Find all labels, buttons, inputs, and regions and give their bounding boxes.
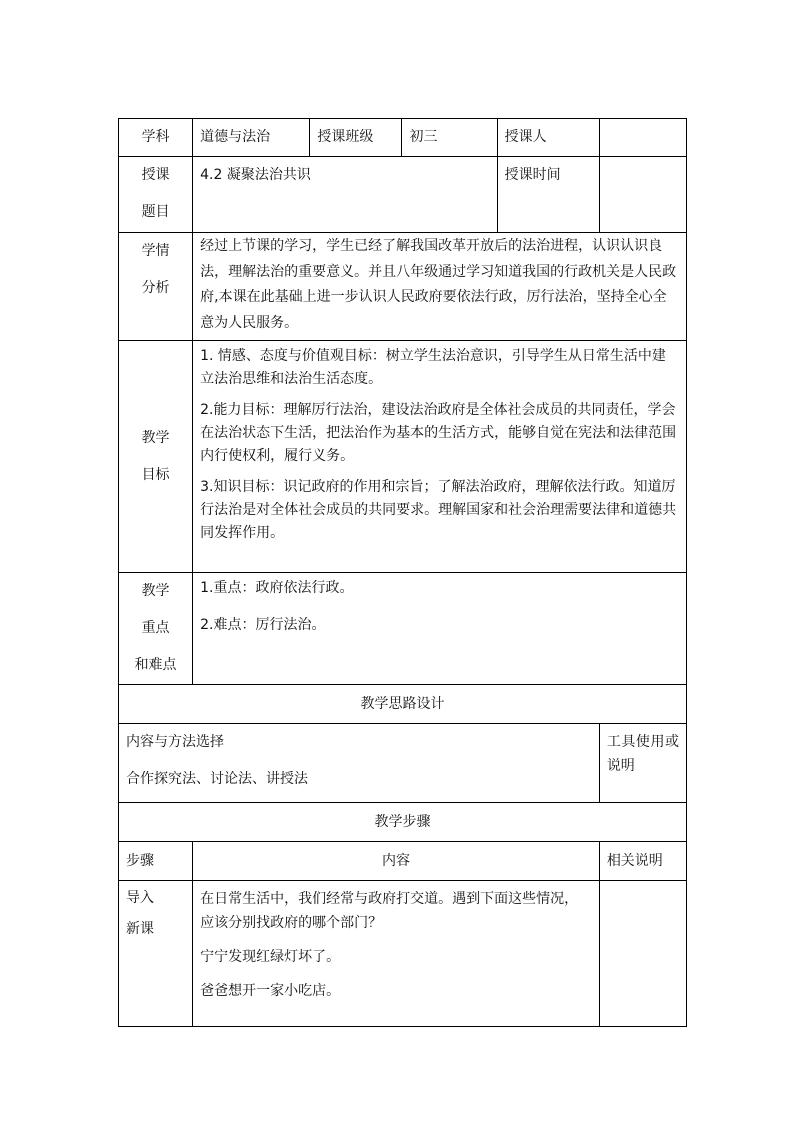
analysis-text: 经过上节课的学习，学生已经了解我国改革开放后的法治进程，认识认识良法，理解法治的重要意义。并且八年级通过学习知道我国的行政机关是人民政府,本课在此基础上进一步认识人民政府要依法行政，厉行法治，坚持全心全意为人民服务。 xyxy=(193,233,687,341)
method-content xyxy=(119,724,600,803)
method-value: 合作探究法、讨论法、讲授法 xyxy=(126,771,308,787)
class-label: 授课班级 xyxy=(310,119,402,157)
objective-item: 2.能力目标：理解厉行法治，建设法治政府是全体社会成员的共同责任，学会在法治状态下生活，把法治作为基本的生活方式，能够自觉在宪法和法律范围内行使权利，履行义务。 xyxy=(200,402,677,464)
keypoints-label: 教学 重点 和难点 xyxy=(119,573,193,685)
keypoint-item: 2.难点：厉行法治。 xyxy=(200,617,326,633)
class-value: 初三 xyxy=(402,119,497,157)
steps-title-row xyxy=(119,803,687,842)
step-row xyxy=(119,881,687,1027)
design-title-row xyxy=(119,685,687,724)
step-content xyxy=(193,881,600,1027)
keypoint-item: 1.重点：政府依法行政。 xyxy=(200,580,354,596)
steps-header-row xyxy=(119,842,687,881)
subject-value: 道德与法治 xyxy=(193,119,310,157)
col-notes-header: 相关说明 xyxy=(599,842,686,881)
col-step-header: 步骤 xyxy=(119,842,193,881)
objective-item: 1. 情感、态度与价值观目标：树立学生法治意识，引导学生从日常生活中建立法治思维和法治生活态度。 xyxy=(200,348,666,387)
topic-label: 授课 题目 xyxy=(119,157,193,233)
design-title: 教学思路设计 xyxy=(119,685,687,724)
step-paragraph: 宁宁发现红绿灯坏了。 xyxy=(200,949,341,965)
teacher-value xyxy=(599,119,686,157)
steps-title: 教学步骤 xyxy=(119,803,687,842)
subject-label: 学科 xyxy=(119,119,193,157)
method-row xyxy=(119,724,687,803)
keypoints-content xyxy=(193,573,687,685)
analysis-label: 学情 分析 xyxy=(119,233,193,341)
header-row xyxy=(119,119,687,157)
col-content-header: 内容 xyxy=(193,842,600,881)
topic-value: 4.2 凝聚法治共识 xyxy=(193,157,498,233)
step-notes xyxy=(599,881,686,1027)
lesson-plan-table xyxy=(118,118,687,1027)
teacher-label: 授课人 xyxy=(497,119,599,157)
time-label: 授课时间 xyxy=(497,157,599,233)
objectives-row xyxy=(119,341,687,573)
keypoints-row xyxy=(119,573,687,685)
step-paragraph: 在日常生活中，我们经常与政府打交道。遇到下面这些情况，应该分别找政府的哪个部门？ xyxy=(200,891,579,931)
objectives-label: 教学 目标 xyxy=(119,341,193,573)
objectives-content xyxy=(193,341,687,573)
topic-row xyxy=(119,157,687,233)
objective-item: 3.知识目标：识记政府的作用和宗旨；了解法治政府，理解依法行政。知道厉行法治是对全体社会成员的共同要求。理解国家和社会治理需要法律和道德共同发挥作用。 xyxy=(200,479,677,541)
analysis-row xyxy=(119,233,687,341)
step-paragraph: 爸爸想开一家小吃店。 xyxy=(200,983,341,999)
step-name: 导入 新课 xyxy=(119,881,193,1027)
method-heading: 内容与方法选择 xyxy=(126,734,224,750)
tools-label: 工具使用或说明 xyxy=(599,724,686,803)
time-value xyxy=(599,157,686,233)
